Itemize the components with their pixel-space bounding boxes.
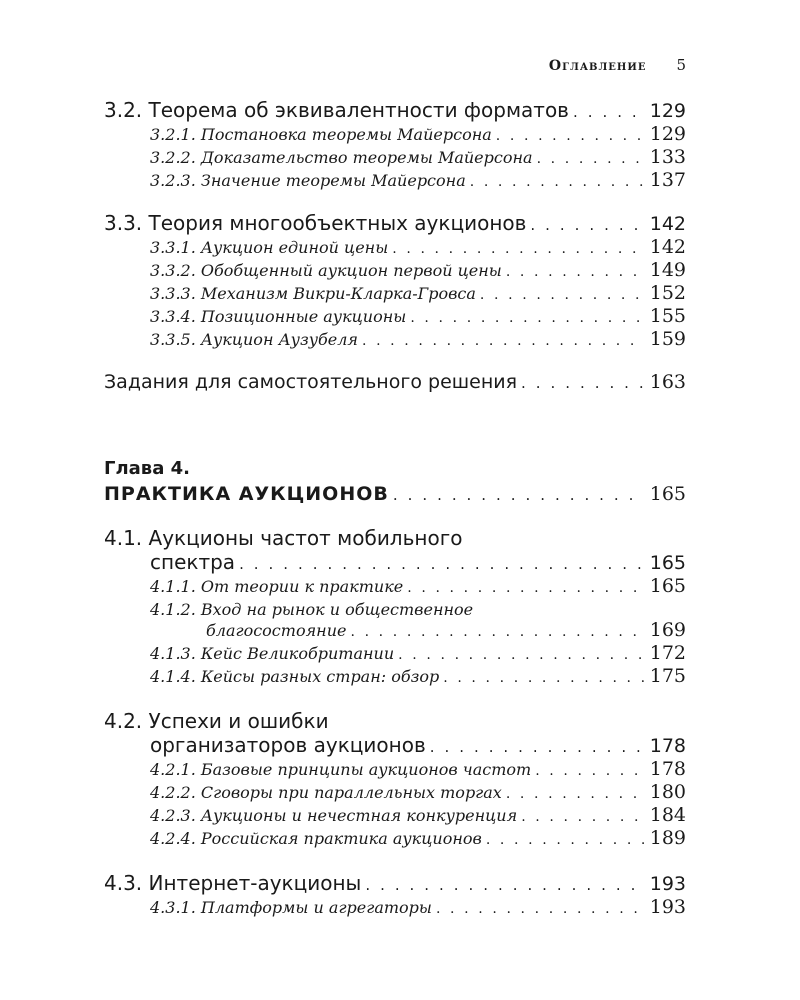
toc-subsection-title: 3.3.5. Аукцион Аузубеля (150, 330, 358, 349)
toc-page-number: 178 (649, 758, 686, 780)
toc-section-4-3[interactable] (104, 871, 686, 897)
toc-page-number: 142 (649, 236, 686, 258)
leader-dots (392, 239, 643, 260)
leader-dots (398, 645, 644, 666)
toc-subsection-title: 3.3.1. Аукцион единой цены (150, 238, 389, 257)
toc-page-number: 152 (649, 282, 686, 304)
leader-dots (486, 830, 644, 851)
toc-section-title: организаторов аукционов (150, 733, 426, 757)
table-of-contents (104, 98, 686, 920)
leader-dots (573, 100, 644, 124)
toc-subsection-3-3-3[interactable] (104, 283, 686, 306)
leader-dots (365, 873, 643, 897)
toc-subsection-title: 4.3.1. Платформы и агрегаторы (150, 898, 432, 917)
toc-page-number: 175 (649, 665, 686, 687)
running-header (104, 56, 686, 78)
toc-subsection-4-2-4[interactable] (104, 828, 686, 851)
toc-subsection-3-3-1[interactable] (104, 237, 686, 260)
toc-subsection-title: благосостояние (206, 621, 347, 640)
leader-dots (239, 552, 644, 576)
toc-page-number: 169 (649, 619, 686, 641)
leader-dots (443, 668, 644, 689)
toc-subsection-3-3-2[interactable] (104, 260, 686, 283)
toc-section-title: спектра (150, 550, 236, 574)
chapter-title: ПРАКТИКА АУКЦИОНОВ (104, 483, 389, 505)
leader-dots (496, 126, 644, 147)
toc-page-number: 165 (649, 575, 686, 597)
toc-section-title: 4.3. Интернет-аукционы (104, 871, 362, 895)
leader-dots (506, 262, 644, 283)
toc-subsection-title: 3.2.1. Постановка теоремы Майерсона (150, 125, 492, 144)
toc-subsection-3-3-5[interactable] (104, 329, 686, 352)
leader-dots (362, 331, 644, 352)
leader-dots (535, 761, 644, 782)
toc-page-number: 129 (649, 100, 686, 122)
toc-subsection-3-2-3[interactable] (104, 170, 686, 193)
toc-subsection-title: 4.1.1. От теории к практике (150, 577, 404, 596)
toc-subsection-4-2-2[interactable] (104, 782, 686, 805)
toc-section-title: 3.2. Теорема об эквивалентности форматов (104, 98, 569, 122)
toc-page-number: 133 (649, 146, 686, 168)
toc-section-title: Задания для самостоятельного решения (104, 371, 518, 393)
page-number: 5 (676, 56, 686, 74)
leader-dots (537, 149, 644, 170)
toc-exercises[interactable] (104, 370, 686, 395)
leader-dots (393, 482, 644, 508)
toc-page-number: 155 (649, 305, 686, 327)
toc-page-number: 165 (649, 552, 686, 574)
toc-subsection-4-2-3[interactable] (104, 805, 686, 828)
toc-subsection-title: 4.2.2. Сговоры при параллельных торгах (150, 783, 502, 802)
leader-dots (480, 285, 644, 306)
toc-page-number: 149 (649, 259, 686, 281)
toc-page-number: 165 (649, 483, 686, 505)
toc-page-number: 129 (649, 123, 686, 145)
toc-section-title: 3.3. Теория многообъектных аукционов (104, 211, 527, 235)
toc-chapter-4[interactable] (104, 481, 686, 508)
toc-subsection-3-2-2[interactable] (104, 147, 686, 170)
toc-section-4-1-line1[interactable]: 4.1. Аукционы частот мобильного (104, 526, 463, 550)
toc-section-3-3[interactable] (104, 211, 686, 237)
toc-subsection-4-1-2[interactable] (104, 620, 686, 643)
toc-subsection-4-1-1[interactable] (104, 576, 686, 599)
leader-dots (530, 213, 643, 237)
toc-subsection-title: 3.2.3. Значение теоремы Майерсона (150, 171, 466, 190)
toc-page-number: 193 (649, 873, 686, 895)
toc-subsection-title: 4.2.4. Российская практика аукционов (150, 829, 482, 848)
leader-dots (470, 172, 644, 193)
toc-subsection-title: 3.3.2. Обобщенный аукцион первой цены (150, 261, 502, 280)
toc-page-number: 193 (649, 896, 686, 918)
leader-dots (521, 371, 644, 395)
toc-page-number: 180 (649, 781, 686, 803)
toc-page-number: 178 (649, 735, 686, 757)
toc-subsection-title: 4.1.4. Кейсы разных стран: обзор (150, 667, 440, 686)
toc-page-number: 142 (649, 213, 686, 235)
toc-subsection-title: 3.3.3. Механизм Викри-Кларка-Гровса (150, 284, 476, 303)
toc-section-4-1[interactable] (104, 550, 686, 576)
leader-dots (410, 308, 643, 329)
toc-subsection-title: 3.3.4. Позиционные аукционы (150, 307, 407, 326)
toc-page-number: 172 (649, 642, 686, 664)
toc-subsection-4-1-2-line1[interactable]: 4.1.2. Вход на рынок и общественное (150, 600, 474, 619)
toc-page-number: 159 (649, 328, 686, 350)
toc-subsection-3-2-1[interactable] (104, 124, 686, 147)
leader-dots (521, 807, 644, 828)
toc-section-4-2[interactable] (104, 733, 686, 759)
toc-section-4-2-line1[interactable]: 4.2. Успехи и ошибки (104, 709, 329, 733)
toc-subsection-title: 4.1.3. Кейс Великобритании (150, 644, 395, 663)
toc-subsection-4-3-1[interactable] (104, 897, 686, 920)
leader-dots (436, 899, 644, 920)
leader-dots (506, 784, 644, 805)
toc-page-number: 184 (649, 804, 686, 826)
running-header-title: Оглавление (548, 58, 647, 74)
leader-dots (430, 735, 644, 759)
toc-subsection-title: 4.2.3. Аукционы и нечестная конкуренция (150, 806, 518, 825)
toc-subsection-4-1-4[interactable] (104, 666, 686, 689)
toc-subsection-4-1-3[interactable] (104, 643, 686, 666)
toc-page-number: 137 (649, 169, 686, 191)
toc-page-number: 163 (649, 371, 686, 393)
toc-section-3-2[interactable] (104, 98, 686, 124)
toc-page-number: 189 (649, 827, 686, 849)
toc-subsection-3-3-4[interactable] (104, 306, 686, 329)
leader-dots (350, 622, 643, 643)
chapter-label: Глава 4. (104, 458, 190, 479)
leader-dots (407, 578, 643, 599)
toc-subsection-title: 3.2.2. Доказательство теоремы Майерсона (150, 148, 533, 167)
toc-subsection-title: 4.2.1. Базовые принципы аукционов частот (150, 760, 532, 779)
toc-subsection-4-2-1[interactable] (104, 759, 686, 782)
